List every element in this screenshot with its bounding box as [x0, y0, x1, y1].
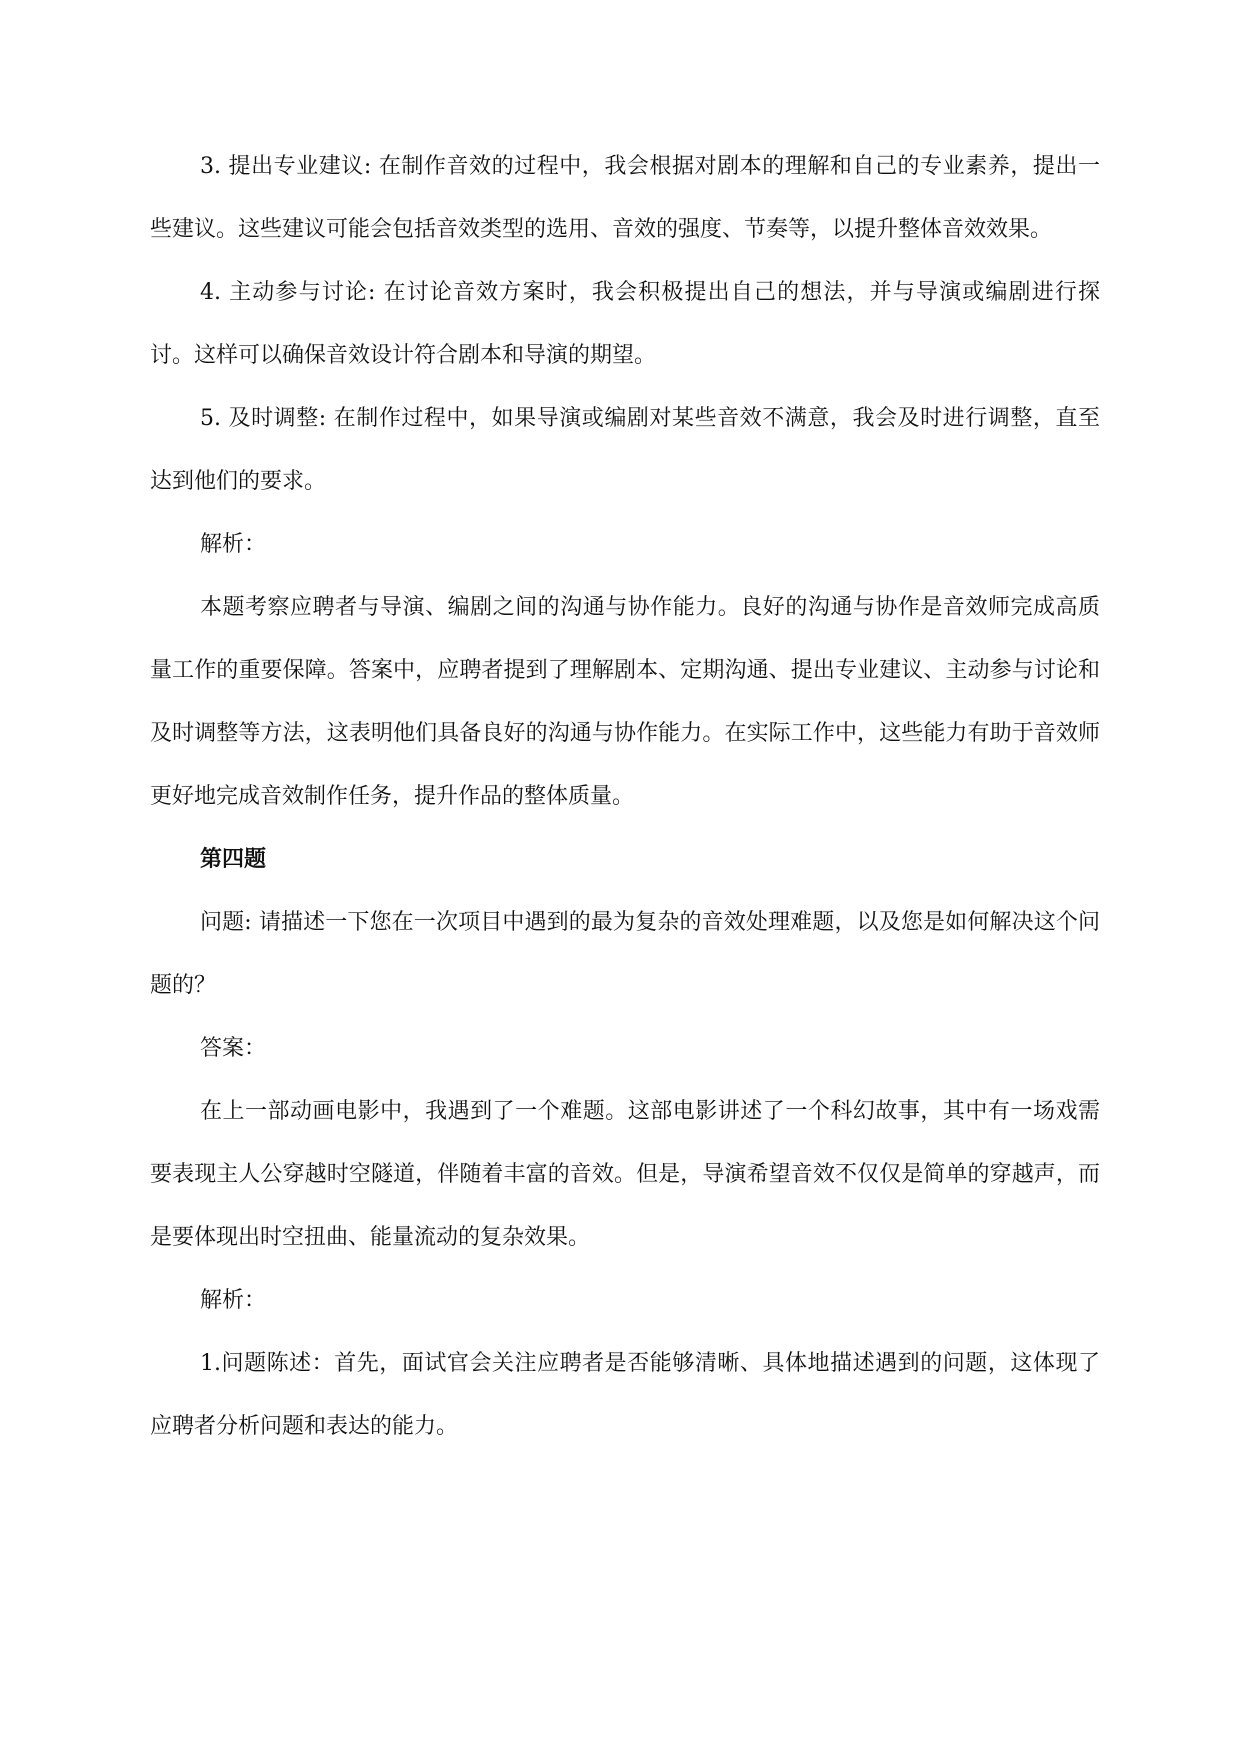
- analysis-label: 解析：: [200, 532, 267, 557]
- question-text: 问题: 请描述一下您在一次项目中遇到的最为复杂的音效处理难题，以及您是如何解决这个问题的？: [150, 910, 1100, 998]
- paragraph-discussion: 4. 主动参与讨论: 在讨论音效方案时，我会积极提出自己的想法，并与导演或编剧进行探讨。这样可以确保音效设计符合剧本和导演的期望。: [150, 280, 1100, 368]
- paragraph-suggestions: 3. 提出专业建议: 在制作音效的过程中，我会根据对剧本的理解和自己的专业素养，提出一些建议。这些建议可能会包括音效类型的选用、音效的强度、节奏等，以提升整体音效效果。: [150, 154, 1100, 242]
- question-four-heading: 第四题: [200, 846, 267, 872]
- analysis-point-one: 1.问题陈述：首先，面试官会关注应聘者是否能够清晰、具体地描述遇到的问题，这体现了应聘者分析问题和表达的能力。: [150, 1351, 1100, 1439]
- analysis-label-two: 解析：: [200, 1288, 267, 1313]
- paragraph-analysis: 本题考察应聘者与导演、编剧之间的沟通与协作能力。良好的沟通与协作是音效师完成高质量工作的重要保障。答案中，应聘者提到了理解剧本、定期沟通、提出专业建议、主动参与讨论和及时调整等方法，这表明他们具备良好的沟通与协作能力。在实际工作中，这些能力有助于音效师更好地完成音效制作任务，提升作品的整体质量。: [150, 595, 1100, 809]
- document-body: [150, 135, 1100, 1458]
- paragraph-adjustment: 5. 及时调整: 在制作过程中，如果导演或编剧对某些音效不满意，我会及时进行调整，直至达到他们的要求。: [150, 406, 1100, 494]
- answer-text: 在上一部动画电影中，我遇到了一个难题。这部电影讲述了一个科幻故事，其中有一场戏需要表现主人公穿越时空隧道，伴随着丰富的音效。但是，导演希望音效不仅仅是简单的穿越声，而是要体现出时空扭曲、能量流动的复杂效果。: [150, 1099, 1100, 1250]
- answer-label: 答案：: [200, 1036, 267, 1061]
